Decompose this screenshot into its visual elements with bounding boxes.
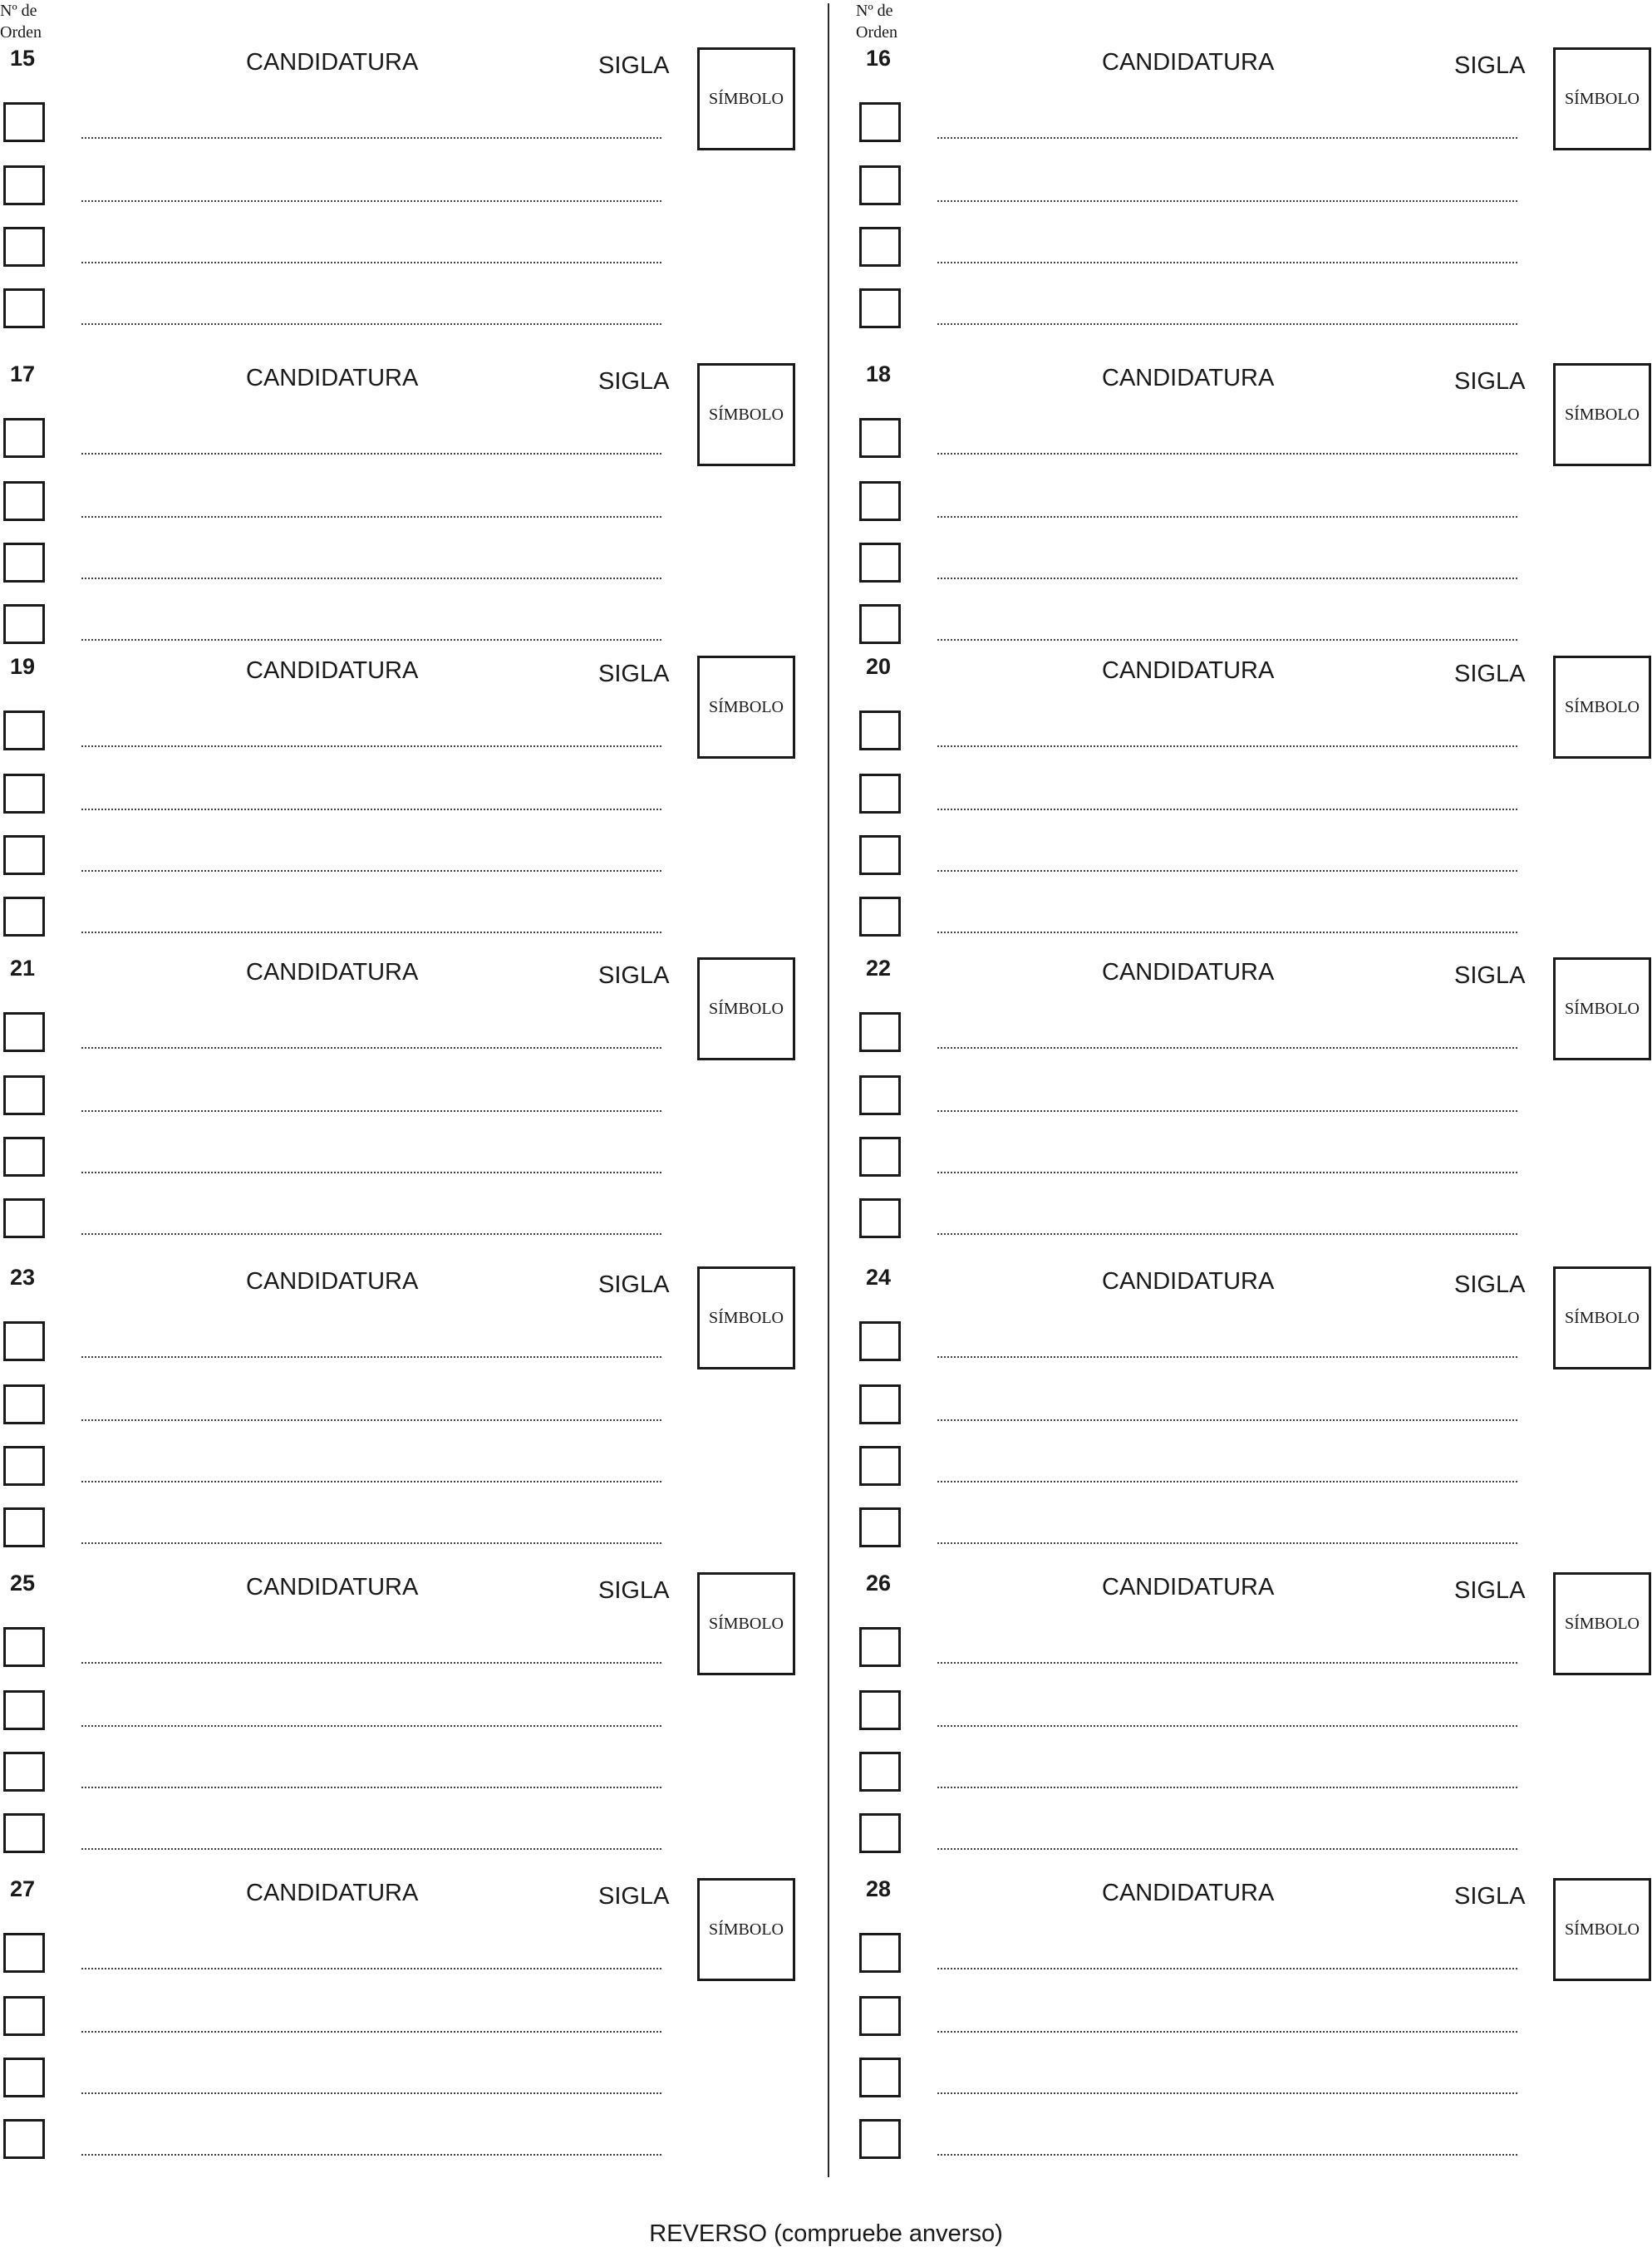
order-header-line1: Nº de xyxy=(856,2,893,20)
symbol-box xyxy=(697,1878,795,1981)
candidate-name-line xyxy=(81,516,661,518)
candidatura-label: CANDIDATURA xyxy=(246,1880,419,1906)
vote-checkbox[interactable] xyxy=(3,481,45,521)
candidate-row xyxy=(858,288,1522,330)
candidate-row xyxy=(2,1137,666,1178)
sigla-label: SIGLA xyxy=(598,1577,670,1604)
vote-checkbox[interactable] xyxy=(3,1075,45,1115)
sigla-label: SIGLA xyxy=(1454,1271,1526,1298)
sigla-label: SIGLA xyxy=(598,52,670,79)
sigla-label: SIGLA xyxy=(598,661,670,687)
vote-checkbox[interactable] xyxy=(859,1752,901,1792)
vote-checkbox[interactable] xyxy=(3,1321,45,1361)
candidate-name-line xyxy=(937,1419,1517,1421)
candidate-block xyxy=(856,361,1652,661)
candidatura-label: CANDIDATURA xyxy=(246,1268,419,1295)
candidate-block xyxy=(856,654,1652,953)
candidate-row xyxy=(2,2058,666,2099)
candidate-row xyxy=(2,1012,666,1054)
candidate-name-line xyxy=(81,809,661,810)
candidate-name-line xyxy=(81,2092,661,2094)
candidate-row xyxy=(2,2119,666,2161)
candidate-row xyxy=(2,711,666,752)
simbolo-label: SÍMBOLO xyxy=(708,405,784,424)
candidate-block xyxy=(0,361,826,661)
candidate-name-line xyxy=(937,516,1517,518)
candidate-row xyxy=(858,2058,1522,2099)
candidate-name-line xyxy=(937,745,1517,747)
vote-checkbox[interactable] xyxy=(3,2058,45,2097)
order-number: 28 xyxy=(866,1876,892,1901)
candidate-block xyxy=(0,1265,826,1564)
vote-checkbox[interactable] xyxy=(859,1198,901,1238)
candidate-name-line xyxy=(937,323,1517,325)
sigla-label: SIGLA xyxy=(1454,1577,1526,1604)
symbol-box xyxy=(697,363,795,466)
candidate-name-line xyxy=(81,1968,661,1969)
vote-checkbox[interactable] xyxy=(3,2119,45,2159)
candidate-row xyxy=(858,2119,1522,2161)
candidate-row xyxy=(858,835,1522,877)
candidate-block xyxy=(856,956,1652,1255)
order-number: 17 xyxy=(10,361,36,386)
candidate-row xyxy=(858,1137,1522,1178)
vote-checkbox[interactable] xyxy=(3,418,45,458)
candidate-name-line xyxy=(81,2154,661,2156)
candidate-row xyxy=(2,1321,666,1363)
candidate-name-line xyxy=(937,200,1517,202)
candidate-row xyxy=(858,1813,1522,1855)
candidate-name-line xyxy=(81,1848,661,1850)
candidate-name-line xyxy=(81,639,661,641)
candidate-row xyxy=(858,1933,1522,1974)
simbolo-label: SÍMBOLO xyxy=(708,1920,784,1939)
vote-checkbox[interactable] xyxy=(859,2119,901,2159)
candidate-name-line xyxy=(937,1233,1517,1235)
candidate-row xyxy=(858,711,1522,752)
candidate-row xyxy=(858,1996,1522,2038)
order-number: 16 xyxy=(866,46,892,71)
vote-checkbox[interactable] xyxy=(3,1384,45,1424)
vote-checkbox[interactable] xyxy=(859,1507,901,1547)
candidate-row xyxy=(2,1752,666,1793)
vote-checkbox[interactable] xyxy=(3,774,45,814)
vote-checkbox[interactable] xyxy=(3,227,45,267)
candidate-row xyxy=(858,604,1522,646)
vote-checkbox[interactable] xyxy=(3,1012,45,1052)
order-header-line2: Orden xyxy=(856,23,897,42)
symbol-box xyxy=(697,1572,795,1675)
candidate-row xyxy=(2,288,666,330)
order-number: 20 xyxy=(866,654,892,679)
candidate-name-line xyxy=(937,2092,1517,2094)
candidate-block xyxy=(856,1265,1652,1564)
candidate-block xyxy=(0,654,826,953)
simbolo-label: SÍMBOLO xyxy=(1564,89,1640,108)
vote-checkbox[interactable] xyxy=(859,102,901,142)
candidate-name-line xyxy=(81,932,661,933)
candidate-name-line xyxy=(937,1787,1517,1788)
candidate-name-line xyxy=(937,1725,1517,1727)
candidate-name-line xyxy=(81,1172,661,1173)
candidatura-label: CANDIDATURA xyxy=(246,959,419,986)
candidate-block xyxy=(856,46,1652,345)
column-divider xyxy=(828,3,829,2177)
vote-checkbox[interactable] xyxy=(859,1690,901,1730)
candidate-name-line xyxy=(937,932,1517,933)
vote-checkbox[interactable] xyxy=(3,1752,45,1792)
candidate-name-line xyxy=(81,870,661,872)
vote-checkbox[interactable] xyxy=(3,1198,45,1238)
symbol-box xyxy=(1553,1572,1651,1675)
candidate-name-line xyxy=(81,1542,661,1544)
symbol-box xyxy=(1553,47,1651,150)
candidate-name-line xyxy=(937,1968,1517,1969)
vote-checkbox[interactable] xyxy=(859,288,901,328)
candidate-name-line xyxy=(81,1787,661,1788)
order-number: 24 xyxy=(866,1265,892,1290)
order-number: 18 xyxy=(866,361,892,386)
vote-checkbox[interactable] xyxy=(3,543,45,583)
candidate-name-line xyxy=(81,137,661,139)
vote-checkbox[interactable] xyxy=(3,102,45,142)
candidate-name-line xyxy=(937,578,1517,579)
vote-checkbox[interactable] xyxy=(3,897,45,937)
candidate-name-line xyxy=(81,1481,661,1482)
candidate-row xyxy=(858,1321,1522,1363)
candidatura-label: CANDIDATURA xyxy=(1102,1574,1275,1600)
vote-checkbox[interactable] xyxy=(3,165,45,205)
candidate-row xyxy=(2,1627,666,1669)
candidate-row xyxy=(2,774,666,815)
candidate-name-line xyxy=(937,870,1517,872)
vote-checkbox[interactable] xyxy=(859,1933,901,1973)
candidate-row xyxy=(858,102,1522,144)
candidatura-label: CANDIDATURA xyxy=(1102,365,1275,391)
sigla-label: SIGLA xyxy=(598,1883,670,1910)
candidate-name-line xyxy=(81,453,661,455)
candidate-name-line xyxy=(937,1542,1517,1544)
order-number: 27 xyxy=(10,1876,36,1901)
candidate-name-line xyxy=(81,578,661,579)
right-column xyxy=(856,0,1652,2194)
vote-checkbox[interactable] xyxy=(3,1627,45,1667)
candidate-name-line xyxy=(937,262,1517,263)
candidate-row xyxy=(2,1507,666,1549)
candidate-name-line xyxy=(937,1662,1517,1664)
candidate-name-line xyxy=(81,1233,661,1235)
vote-checkbox[interactable] xyxy=(859,481,901,521)
candidate-row xyxy=(2,165,666,207)
candidate-name-line xyxy=(937,1848,1517,1850)
candidate-name-line xyxy=(81,1419,661,1421)
candidate-name-line xyxy=(937,639,1517,641)
candidate-row xyxy=(2,227,666,268)
candidate-name-line xyxy=(81,1662,661,1664)
candidate-name-line xyxy=(81,262,661,263)
order-number: 15 xyxy=(10,46,36,71)
simbolo-label: SÍMBOLO xyxy=(1564,999,1640,1018)
candidate-row xyxy=(2,1075,666,1117)
sigla-label: SIGLA xyxy=(1454,52,1526,79)
candidate-row xyxy=(858,1752,1522,1793)
vote-checkbox[interactable] xyxy=(859,2058,901,2097)
vote-checkbox[interactable] xyxy=(859,1446,901,1486)
candidate-row xyxy=(2,1813,666,1855)
symbol-box xyxy=(1553,656,1651,759)
candidate-row xyxy=(858,897,1522,938)
simbolo-label: SÍMBOLO xyxy=(708,697,784,716)
candidate-row xyxy=(2,604,666,646)
vote-checkbox[interactable] xyxy=(859,227,901,267)
simbolo-label: SÍMBOLO xyxy=(708,89,784,108)
candidatura-label: CANDIDATURA xyxy=(1102,1880,1275,1906)
order-header-line2: Orden xyxy=(0,23,42,42)
order-header-line1: Nº de xyxy=(0,2,37,20)
candidate-name-line xyxy=(937,2031,1517,2033)
candidate-row xyxy=(858,481,1522,523)
candidate-row xyxy=(858,774,1522,815)
vote-checkbox[interactable] xyxy=(3,1996,45,2036)
candidate-name-line xyxy=(81,200,661,202)
candidate-name-line xyxy=(81,1356,661,1358)
candidate-row xyxy=(2,897,666,938)
candidate-name-line xyxy=(81,1725,661,1727)
candidate-row xyxy=(858,227,1522,268)
vote-checkbox[interactable] xyxy=(859,835,901,875)
candidate-name-line xyxy=(937,453,1517,455)
candidate-name-line xyxy=(937,1356,1517,1358)
candidate-row xyxy=(858,1075,1522,1117)
vote-checkbox[interactable] xyxy=(859,1321,901,1361)
symbol-box xyxy=(697,656,795,759)
vote-checkbox[interactable] xyxy=(3,1690,45,1730)
sigla-label: SIGLA xyxy=(1454,368,1526,395)
order-number-header xyxy=(0,0,58,43)
candidate-row xyxy=(858,1690,1522,1732)
vote-checkbox[interactable] xyxy=(859,1996,901,2036)
sigla-label: SIGLA xyxy=(598,368,670,395)
symbol-box xyxy=(1553,363,1651,466)
vote-checkbox[interactable] xyxy=(859,543,901,583)
simbolo-label: SÍMBOLO xyxy=(708,999,784,1018)
simbolo-label: SÍMBOLO xyxy=(1564,405,1640,424)
left-column xyxy=(0,0,826,2194)
candidatura-label: CANDIDATURA xyxy=(246,49,419,76)
candidate-row xyxy=(858,1627,1522,1669)
sigla-label: SIGLA xyxy=(1454,661,1526,687)
simbolo-label: SÍMBOLO xyxy=(1564,1920,1640,1939)
candidate-row xyxy=(2,1446,666,1487)
vote-checkbox[interactable] xyxy=(3,1446,45,1486)
vote-checkbox[interactable] xyxy=(859,604,901,644)
candidate-name-line xyxy=(937,1047,1517,1049)
candidate-row xyxy=(2,1690,666,1732)
simbolo-label: SÍMBOLO xyxy=(708,1308,784,1327)
candidate-row xyxy=(2,1198,666,1240)
symbol-box xyxy=(1553,1266,1651,1369)
vote-checkbox[interactable] xyxy=(859,165,901,205)
simbolo-label: SÍMBOLO xyxy=(708,1614,784,1633)
candidate-block xyxy=(856,1876,1652,2176)
order-number: 23 xyxy=(10,1265,36,1290)
candidate-row xyxy=(2,102,666,144)
candidate-row xyxy=(2,1384,666,1426)
candidate-name-line xyxy=(937,137,1517,139)
candidate-name-line xyxy=(937,1172,1517,1173)
sigla-label: SIGLA xyxy=(1454,1883,1526,1910)
candidate-name-line xyxy=(81,1110,661,1112)
simbolo-label: SÍMBOLO xyxy=(1564,697,1640,716)
candidate-row xyxy=(858,543,1522,584)
vote-checkbox[interactable] xyxy=(3,1813,45,1853)
candidatura-label: CANDIDATURA xyxy=(246,1574,419,1600)
candidate-block xyxy=(856,1571,1652,1870)
candidate-block xyxy=(0,956,826,1255)
candidatura-label: CANDIDATURA xyxy=(246,365,419,391)
order-number-header xyxy=(856,0,914,43)
candidate-row xyxy=(2,1996,666,2038)
vote-checkbox[interactable] xyxy=(859,418,901,458)
vote-checkbox[interactable] xyxy=(859,1012,901,1052)
candidate-row xyxy=(858,1198,1522,1240)
simbolo-label: SÍMBOLO xyxy=(1564,1614,1640,1633)
order-number: 22 xyxy=(866,956,892,981)
candidatura-label: CANDIDATURA xyxy=(1102,49,1275,76)
vote-checkbox[interactable] xyxy=(3,1507,45,1547)
vote-checkbox[interactable] xyxy=(3,711,45,750)
candidate-name-line xyxy=(81,1047,661,1049)
symbol-box xyxy=(697,957,795,1060)
candidate-row xyxy=(858,1507,1522,1549)
candidate-name-line xyxy=(81,745,661,747)
candidate-row xyxy=(858,418,1522,460)
footer-note: REVERSO (compruebe anverso) xyxy=(649,2220,1003,2247)
candidate-row xyxy=(858,165,1522,207)
candidate-row xyxy=(858,1012,1522,1054)
candidatura-label: CANDIDATURA xyxy=(246,657,419,684)
sigla-label: SIGLA xyxy=(1454,962,1526,989)
vote-checkbox[interactable] xyxy=(859,1627,901,1667)
vote-checkbox[interactable] xyxy=(859,774,901,814)
symbol-box xyxy=(697,47,795,150)
order-number: 19 xyxy=(10,654,36,679)
vote-checkbox[interactable] xyxy=(859,1075,901,1115)
candidate-row xyxy=(2,1933,666,1974)
symbol-box xyxy=(1553,957,1651,1060)
vote-checkbox[interactable] xyxy=(859,711,901,750)
vote-checkbox[interactable] xyxy=(859,1384,901,1424)
order-number: 21 xyxy=(10,956,36,981)
candidate-row xyxy=(858,1446,1522,1487)
symbol-box xyxy=(697,1266,795,1369)
sigla-label: SIGLA xyxy=(598,1271,670,1298)
vote-checkbox[interactable] xyxy=(859,897,901,937)
vote-checkbox[interactable] xyxy=(3,1933,45,1973)
vote-checkbox[interactable] xyxy=(3,604,45,644)
candidate-block xyxy=(0,1876,826,2176)
vote-checkbox[interactable] xyxy=(3,835,45,875)
simbolo-label: SÍMBOLO xyxy=(1564,1308,1640,1327)
vote-checkbox[interactable] xyxy=(3,288,45,328)
candidatura-label: CANDIDATURA xyxy=(1102,657,1275,684)
candidate-row xyxy=(2,835,666,877)
candidate-name-line xyxy=(937,1481,1517,1482)
order-number: 25 xyxy=(10,1571,36,1596)
order-number: 26 xyxy=(866,1571,892,1596)
candidate-block xyxy=(0,46,826,345)
candidate-row xyxy=(2,543,666,584)
candidate-block xyxy=(0,1571,826,1870)
candidate-name-line xyxy=(81,2031,661,2033)
candidate-row xyxy=(2,418,666,460)
candidatura-label: CANDIDATURA xyxy=(1102,959,1275,986)
vote-checkbox[interactable] xyxy=(3,1137,45,1177)
vote-checkbox[interactable] xyxy=(859,1137,901,1177)
candidate-row xyxy=(858,1384,1522,1426)
sigla-label: SIGLA xyxy=(598,962,670,989)
candidate-name-line xyxy=(937,1110,1517,1112)
candidate-name-line xyxy=(937,2154,1517,2156)
symbol-box xyxy=(1553,1878,1651,1981)
candidate-row xyxy=(2,481,666,523)
candidate-name-line xyxy=(81,323,661,325)
vote-checkbox[interactable] xyxy=(859,1813,901,1853)
candidatura-label: CANDIDATURA xyxy=(1102,1268,1275,1295)
candidate-name-line xyxy=(937,809,1517,810)
